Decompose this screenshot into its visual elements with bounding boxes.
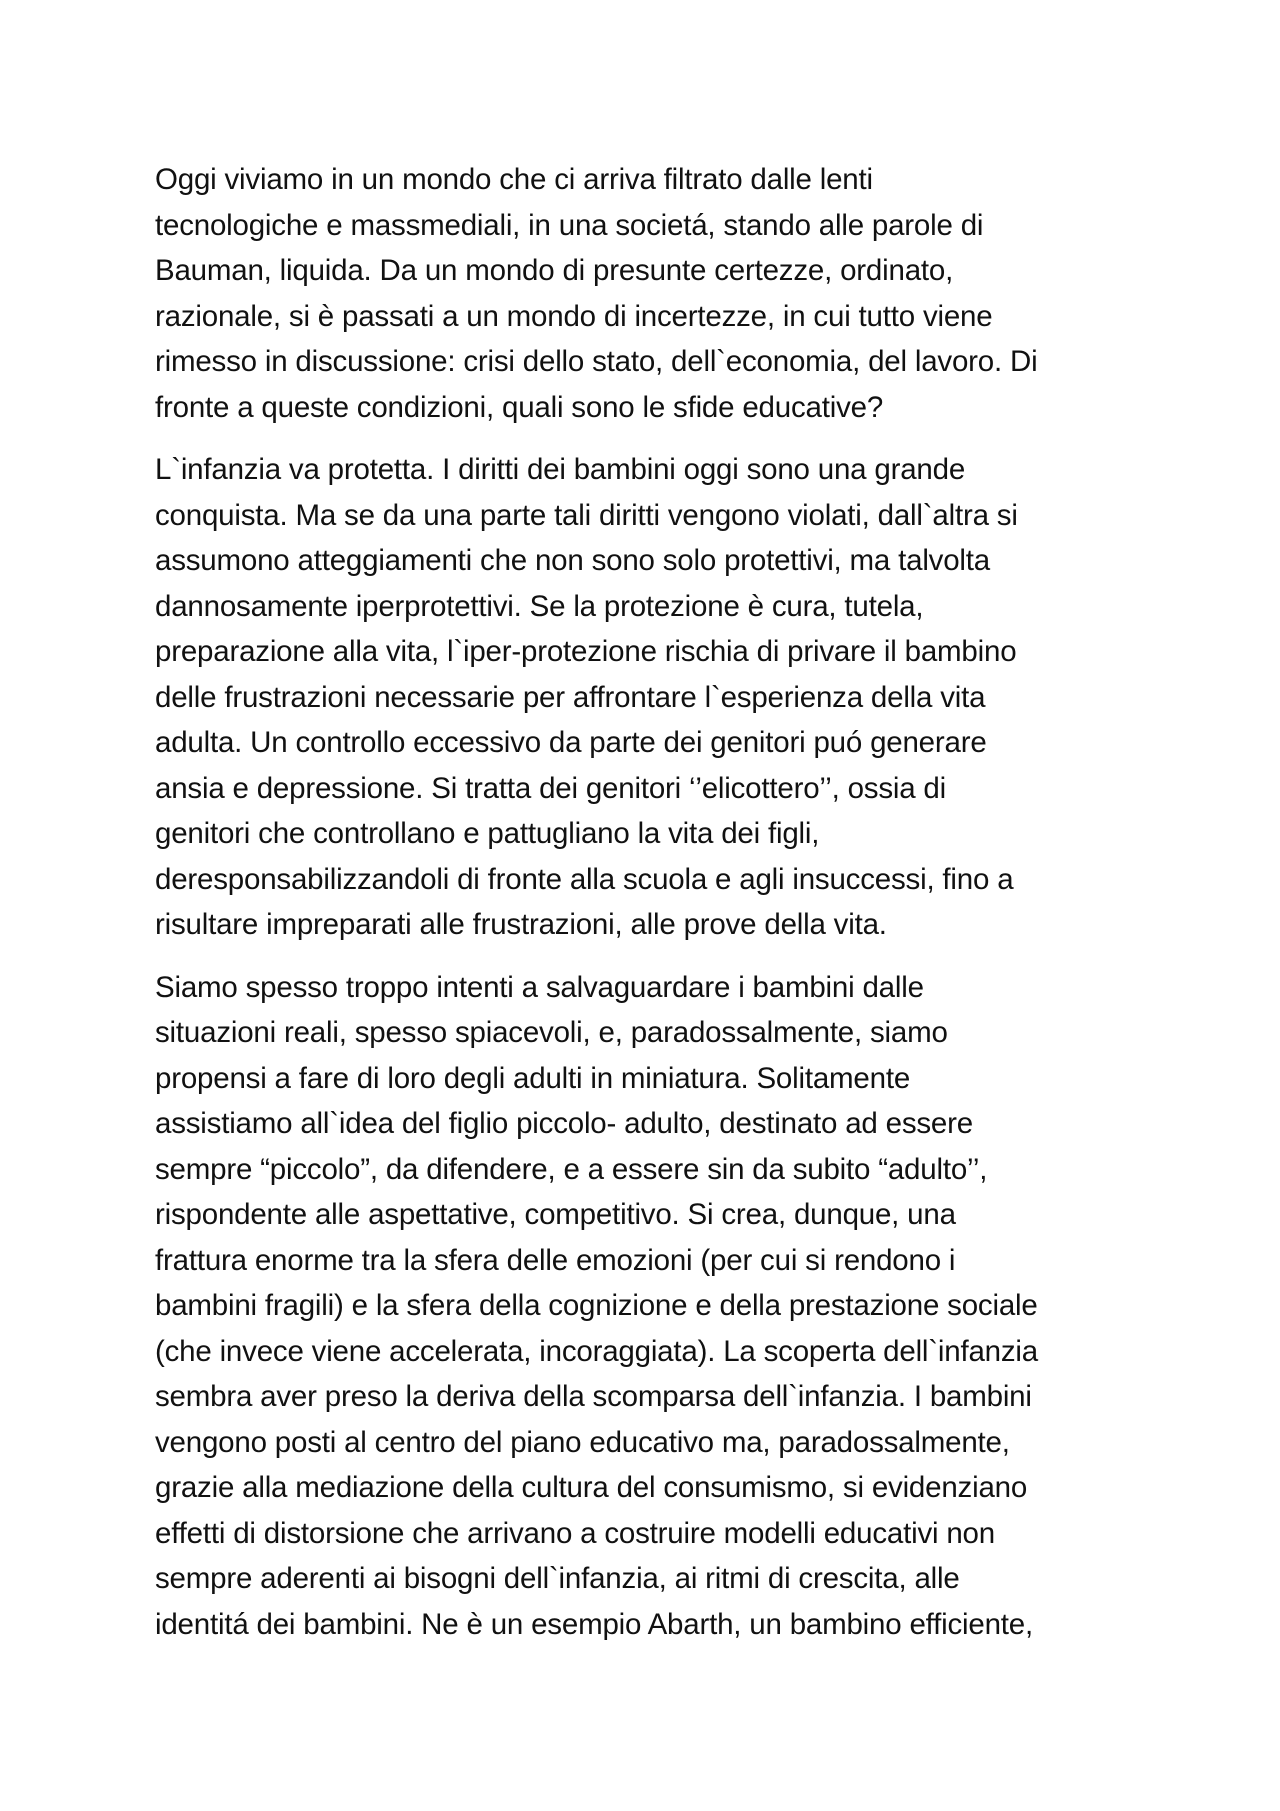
text-line: fronte a queste condizioni, quali sono le sfide educative? (155, 390, 884, 424)
text-line: rispondente alle aspettative, competitivo. Si crea, dunque, una (155, 1198, 956, 1231)
text-line: adulta. Un controllo eccessivo da parte dei genitori puó generare (155, 726, 987, 759)
text-line: vengono posti al centro del piano educativo ma, paradossalmente, (155, 1425, 1010, 1459)
text-line: sembra aver preso la deriva della scomparsa dell`infanzia. I bambini (155, 1380, 1032, 1413)
text-line: delle frustrazioni necessarie per affrontare l`esperienza della vita (155, 680, 986, 714)
text-line: deresponsabilizzandoli di fronte alla scuola e agli insuccessi, fino a (155, 862, 1014, 896)
text-line: assumono atteggiamenti che non sono solo protettivi, ma talvolta (155, 544, 990, 577)
text-line: sempre aderenti ai bisogni dell`infanzia, ai ritmi di crescita, alle (155, 1562, 960, 1595)
text-line: preparazione alla vita, l`iper-protezione rischia di privare il bambino (155, 635, 1017, 668)
text-line: L`infanzia va protetta. I diritti dei bambini oggi sono una grande (155, 453, 966, 486)
text-line: genitori che controllano e pattugliano la vita dei figli, (155, 817, 820, 850)
text-line: sempre “piccolo”, da difendere, e a essere sin da subito “adulto’’, (155, 1152, 988, 1186)
text-line: (che invece viene accelerata, incoraggiata). La scoperta dell`infanzia (155, 1334, 1038, 1368)
text-line: razionale, si è passati a un mondo di incertezze, in cui tutto viene (155, 299, 993, 333)
text-line: grazie alla mediazione della cultura del consumismo, si evidenziano (155, 1471, 1028, 1504)
text-line: identitá dei bambini. Ne è un esempio Abarth, un bambino efficiente, (155, 1607, 1033, 1641)
text-line: propensi a fare di loro degli adulti in miniatura. Solitamente (155, 1061, 911, 1095)
text-line: bambini fragili) e la sfera della cognizione e della prestazione sociale (155, 1289, 1038, 1322)
text-line: Oggi viviamo in un mondo che ci arriva filtrato dalle lenti (155, 163, 873, 196)
text-line: tecnologiche e massmediali, in una societá, stando alle parole di (155, 208, 984, 242)
paragraph-3 (155, 965, 1135, 1648)
document-body (155, 157, 1135, 1664)
paragraph-1 (155, 157, 1135, 430)
text-line: rimesso in discussione: crisi dello stato, dell`economia, del lavoro. Di (155, 345, 1038, 378)
text-line: assistiamo all`idea del figlio piccolo- adulto, destinato ad essere (155, 1107, 973, 1140)
text-line: conquista. Ma se da una parte tali diritti vengono violati, dall`altra si (155, 498, 1018, 532)
paragraph-2 (155, 447, 1135, 948)
text-line: situazioni reali, spesso spiacevoli, e, paradossalmente, siamo (155, 1016, 948, 1049)
text-line: effetti di distorsione che arrivano a costruire modelli educativi non (155, 1516, 995, 1550)
text-line: Bauman, liquida. Da un mondo di presunte certezze, ordinato, (155, 254, 954, 287)
text-line: frattura enorme tra la sfera delle emozioni (per cui si rendono i (155, 1243, 956, 1277)
text-line: ansia e depressione. Si tratta dei genitori ‘’elicottero’’, ossia di (155, 771, 946, 805)
text-line: Siamo spesso troppo intenti a salvaguardare i bambini dalle (155, 970, 924, 1004)
text-line: risultare impreparati alle frustrazioni, alle prove della vita. (155, 908, 887, 941)
text-line: dannosamente iperprotettivi. Se la protezione è cura, tutela, (155, 589, 924, 623)
